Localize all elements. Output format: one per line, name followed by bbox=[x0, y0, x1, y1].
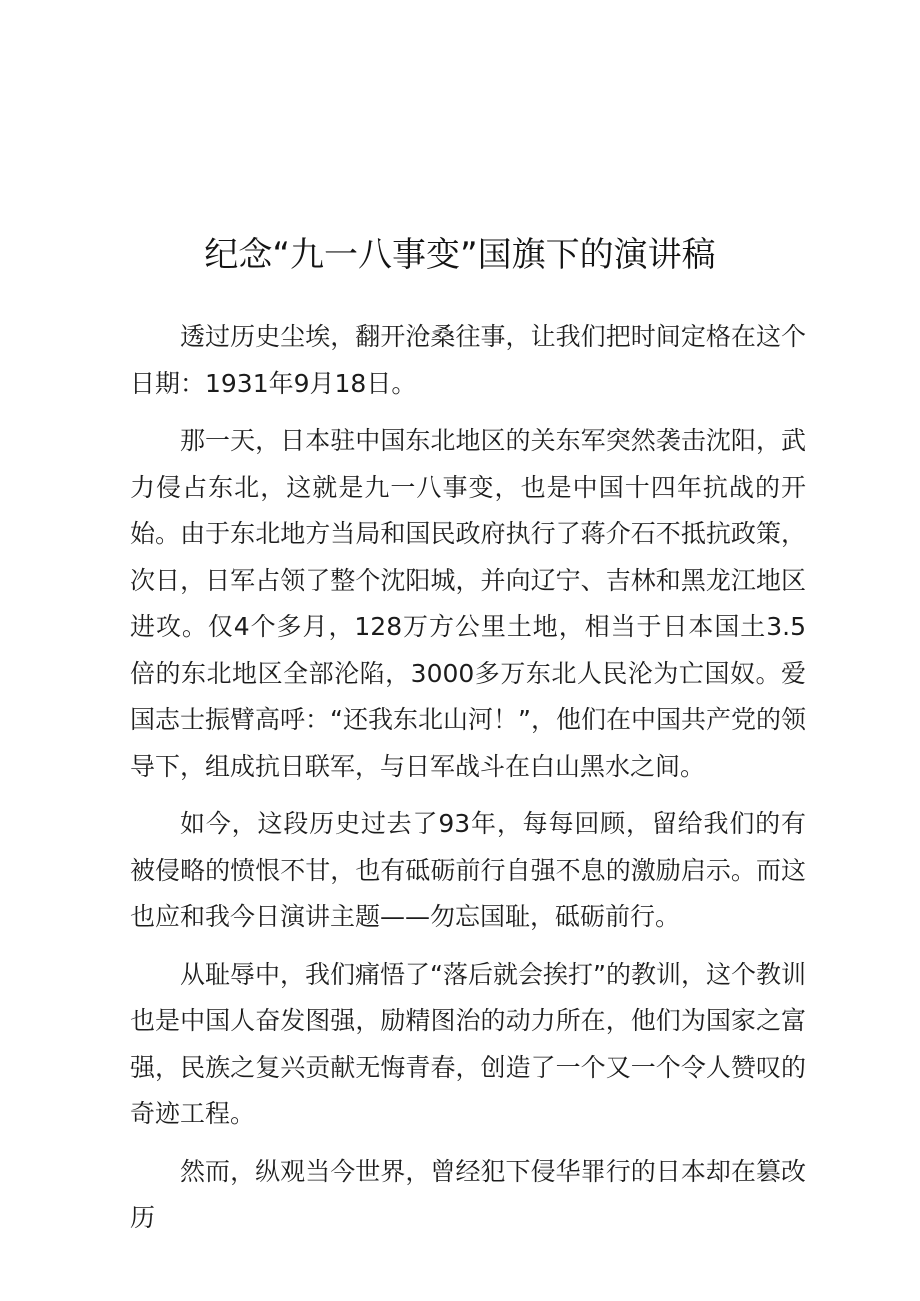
paragraph-1: 透过历史尘埃，翻开沧桑往事，让我们把时间定格在这个日期：1931年9月18日。 bbox=[130, 322, 806, 398]
document-title: 纪念“九一八事变”国旗下的演讲稿 bbox=[204, 235, 716, 275]
paragraph-3: 如今，这段历史过去了93年，每每回顾，留给我们的有被侵略的愤恨不甘，也有砥砺前行自强不息的激励启示。而这也应和我今日演讲主题——勿忘国耻，砥砺前行。 bbox=[130, 809, 806, 931]
paragraph-4: 从耻辱中，我们痛悟了“落后就会挨打”的教训，这个教训也是中国人奋发图强，励精图治的动力所在，他们为国家之富强，民族之复兴贡献无悔青春，创造了一个又一个令人赞叹的奇迹工程。 bbox=[130, 959, 806, 1128]
paragraph-2: 那一天，日本驻中国东北地区的关东军突然袭击沈阳，武力侵占东北，这就是九一八事变，也是中国十四年抗战的开始。由于东北地方当局和国民政府执行了蒋介石不抵抗政策，次日，日军占领了整个沈阳城，并向辽宁、吉林和黑龙江地区进攻。仅4个多月，128万方公里土地，相当于日本国土3.5倍的东北地区全部沦陷，3000多万东北人民沦为亡国奴。爱国志士振臂高呼：“还我东北山河！”，他们在中国共产党的领导下，组成抗日联军，与日军战斗在白山黑水之间。 bbox=[130, 426, 806, 781]
paragraph-5: 然而，纵观当今世界，曾经犯下侵华罪行的日本却在篡改历 bbox=[130, 1156, 806, 1232]
document-body bbox=[130, 314, 806, 1253]
